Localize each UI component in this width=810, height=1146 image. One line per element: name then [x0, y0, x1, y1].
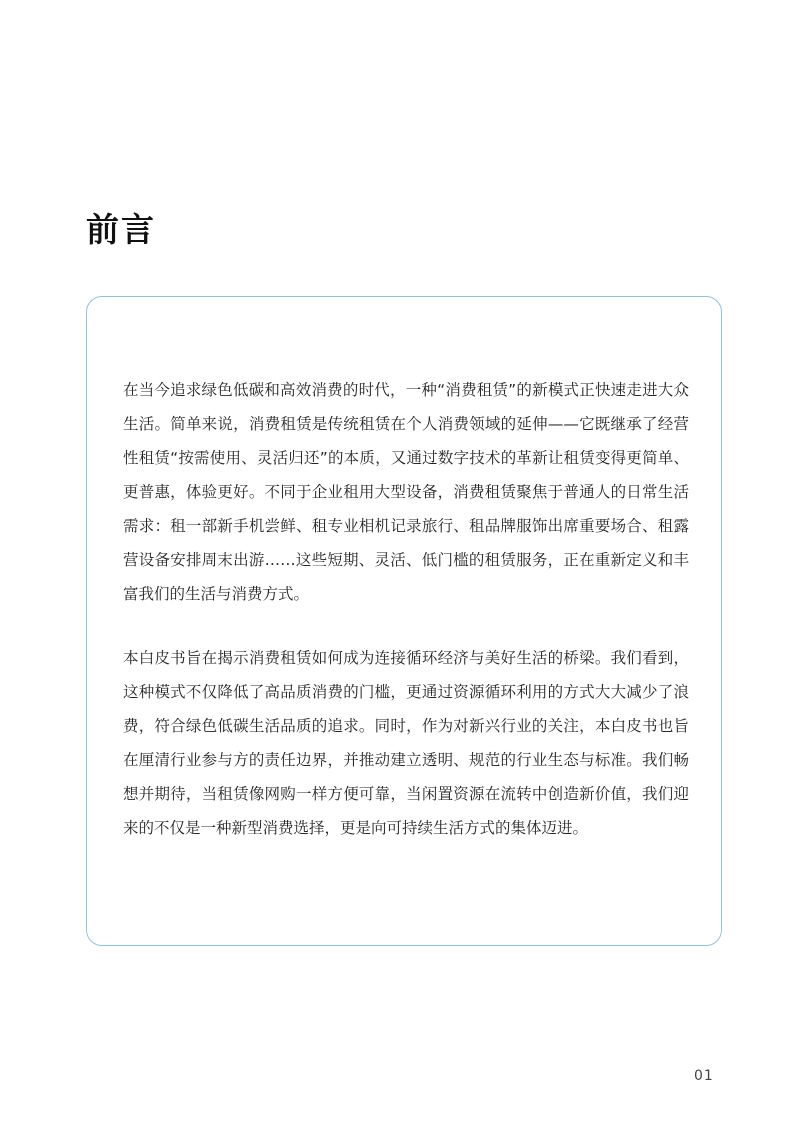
foreword-box	[86, 296, 722, 946]
foreword-paragraph-1: 在当今追求绿色低碳和高效消费的时代，一种“消费租赁”的新模式正快速走进大众生活。简单来说，消费租赁是传统租赁在个人消费领域的延伸——它既继承了经营性租赁“按需使用、灵活归还”的本质，又通过数字技术的革新让租赁变得更简单、更普惠，体验更好。不同于企业租用大型设备，消费租赁聚焦于普通人的日常生活需求：租一部新手机尝鲜、租专业相机记录旅行、租品牌服饰出席重要场合、租露营设备安排周末出游……这些短期、灵活、低门槛的租赁服务，正在重新定义和丰富我们的生活与消费方式。	[123, 381, 689, 603]
page-number: 01	[694, 1068, 714, 1084]
page-title: 前言	[86, 210, 156, 249]
foreword-paragraph-2: 本白皮书旨在揭示消费租赁如何成为连接循环经济与美好生活的桥梁。我们看到，这种模式不仅降低了高品质消费的门槛，更通过资源循环利用的方式大大减少了浪费，符合绿色低碳生活品质的追求。同时，作为对新兴行业的关注，本白皮书也旨在厘清行业参与方的责任边界，并推动建立透明、规范的行业生态与标准。我们畅想并期待，当租赁像网购一样方便可靠，当闲置资源在流转中创造新价值，我们迎来的不仅是一种新型消费选择，更是向可持续生活方式的集体迈进。	[123, 649, 689, 837]
